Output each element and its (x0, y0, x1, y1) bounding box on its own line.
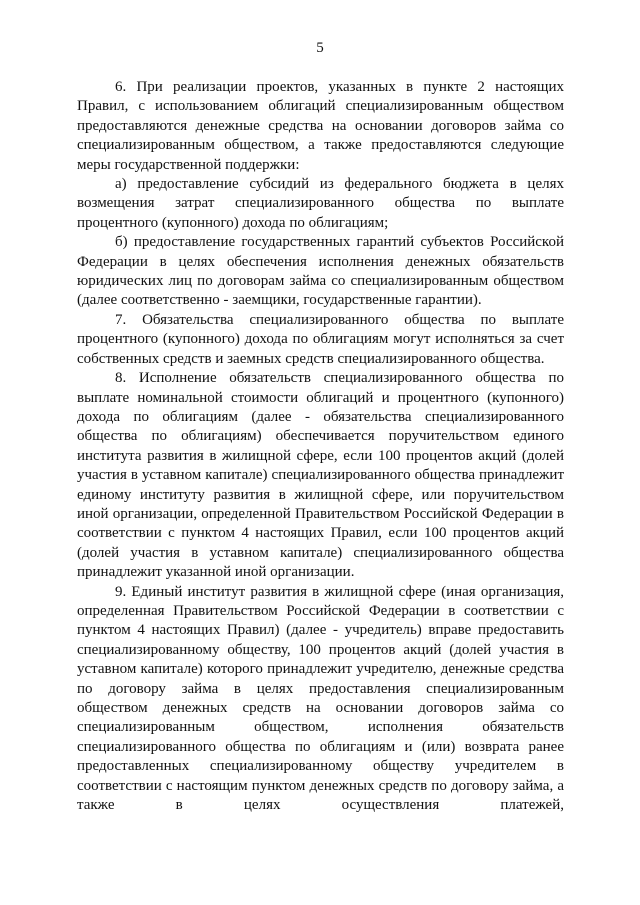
paragraph-7: 7. Обязательства специализированного общества по выплате процентного (купонного) дохода по облигациям могут исполняться за счет собственных средств и заемных средств специализированного общества. (77, 311, 564, 367)
paragraph-6b: б) предоставление государственных гарантий субъектов Российской Федерации в целях обеспечения исполнения денежных обязательств юридических лиц по договорам займа со специализированным обществом (далее соответственно - заемщики, государственные гарантии). (77, 234, 564, 309)
paragraph-9: 9. Единый институт развития в жилищной сфере (иная организация, определенная Правительством Российской Федерации в соответствии с пунктом 4 настоящих Правил) (далее - учредитель) вправе предоставить специализированному обществу, 100 процентов акций (долей участия в уставном капитале) которого принадлежит учредителю, денежные средства по договору займа в целях предоставления специализированным обществом денежных средств на основании договоров займа со специализированным обществом, исполнения обязательств специализированного общества по облигациям и (или) возврата ранее предоставленных специализированному обществу учредителем в соответствии с настоящим пунктом денежных средств по договору займа, а также в целях осуществления платежей, (77, 583, 564, 814)
paragraph-6: 6. При реализации проектов, указанных в пункте 2 настоящих Правил, с использованием облигаций специализированным обществом предоставляются денежные средства на основании договоров займа со специализированным обществом, а также предоставляются следующие меры государственной поддержки: (77, 79, 564, 173)
paragraph-6a: а) предоставление субсидий из федерального бюджета в целях возмещения затрат специализированного общества по выплате процентного (купонного) дохода по облигациям; (77, 176, 564, 231)
paragraph-8: 8. Исполнение обязательств специализированного общества по выплате номинальной стоимости облигаций и процентного (купонного) дохода по облигациям (далее - обязательства специализированного общества по облигациям) обеспечивается поручительством единого института развития в жилищной сфере, если 100 процентов акций (долей участия в уставном капитале) специализированного общества принадлежит единому институту развития в жилищной сфере, или поручительством иной организации, определенной Правительством Российской Федерации в соответствии с пунктом 4 настоящих Правил, если 100 процентов акций (долей участия в уставном капитале) специализированного общества принадлежит указанной иной организации. (77, 370, 564, 581)
document-body (77, 78, 564, 815)
page-number: 5 (316, 40, 324, 56)
